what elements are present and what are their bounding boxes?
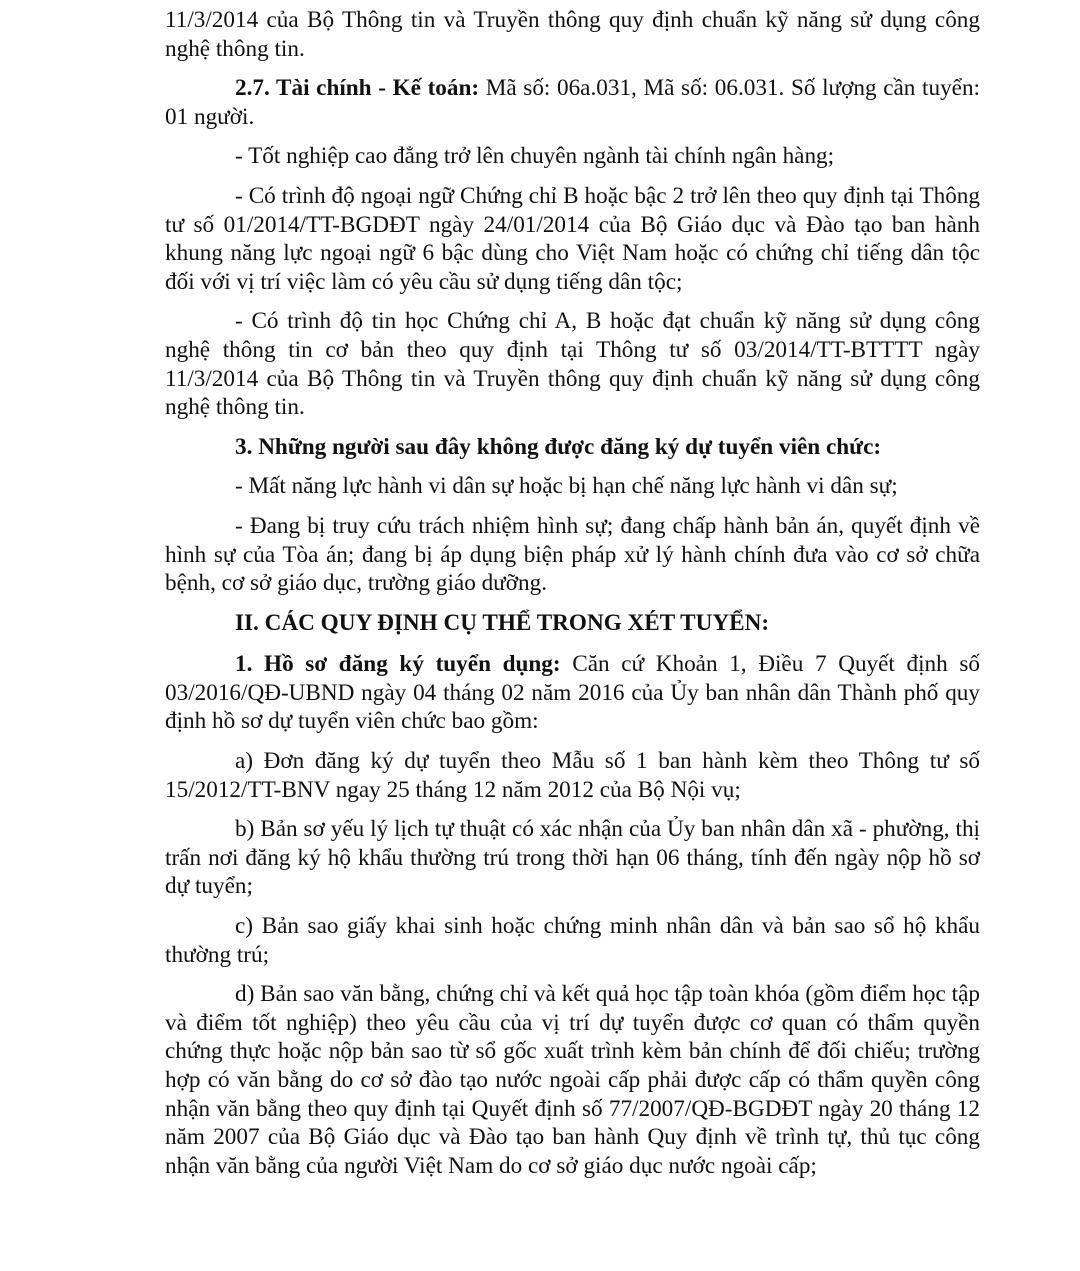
document-page (165, 6, 980, 1191)
section-1-text: Căn cứ Khoản 1, Điều 7 Quyết định số 03/2016/QĐ-UBND ngày 04 tháng 02 năm 2016 của Ủy ban nhân dân Thành phố quy định hồ sơ dự tuyển viên chức bao gồm: (165, 651, 980, 735)
requirement-foreign-language: - Có trình độ ngoại ngữ Chứng chỉ B hoặc bậc 2 trở lên theo quy định tại Thông tư số 01/2014/TT-BGDĐT ngày 24/01/2014 của Bộ Giáo dục và Đào tạo ban hành khung năng lực ngoại ngữ 6 bậc dùng cho Việt Nam hoặc có chứng chỉ tiếng dân tộc đối với vị trí việc làm có yêu cầu sử dụng tiếng dân tộc; (165, 182, 980, 295)
section-2-7-text: Mã số: 06a.031, Mã số: 06.031. Số lượng cần tuyển: 01 người. (165, 75, 980, 130)
item-c: c) Bản sao giấy khai sinh hoặc chứng minh nhân dân và bản sao sổ hộ khẩu thường trú; (165, 913, 980, 968)
item-b: b) Bản sơ yếu lý lịch tự thuật có xác nhận của Ủy ban nhân dân xã - phường, thị trấn nơi đăng ký hộ khẩu thường trú trong thời hạn 06 tháng, tính đến ngày nộp hồ sơ dự tuyển; (165, 816, 980, 900)
section-1-application (165, 650, 980, 736)
requirement-education: - Tốt nghiệp cao đẳng trở lên chuyên ngành tài chính ngân hàng; (235, 143, 835, 170)
section-2-7 (165, 74, 980, 131)
item-d: d) Bản sao văn bằng, chứng chỉ và kết quả học tập toàn khóa (gồm điểm học tập và điểm tốt nghiệp) theo yêu cầu của vị trí dự tuyển được cơ quan có thẩm quyền chứng thực hoặc nộp bản sao từ sổ gốc xuất trình kèm bản chính để đối chiếu; trường hợp có văn bằng do cơ sở đào tạo nước ngoài cấp phải được cấp có thẩm quyền công nhận văn bằng theo quy định tại Quyết định số 77/2007/QĐ-BGDĐT ngày 20 tháng 12 năm 2007 của Bộ Giáo dục và Đào tạo ban hành Quy định về trình tự, thủ tục công nhận văn bằng của người Việt Nam do cơ sở giáo dục nước ngoài cấp; (165, 981, 980, 1179)
paragraph-continuation: 11/3/2014 của Bộ Thông tin và Truyền thông quy định chuẩn kỹ năng sử dụng công nghệ thông tin. (165, 7, 980, 62)
item-a: a) Đơn đăng ký dự tuyển theo Mẫu số 1 ban hành kèm theo Thông tư số 15/2012/TT-BNV ngay 25 tháng 12 năm 2012 của Bộ Nội vụ; (165, 748, 980, 803)
exclusion-criminal: - Đang bị truy cứu trách nhiệm hình sự; đang chấp hành bản án, quyết định về hình sự của Tòa án; đang bị áp dụng biện pháp xử lý hành chính đưa vào cơ sở chữa bệnh, cơ sở giáo dục, trường giáo dưỡng. (165, 512, 980, 597)
section-1-title: 1. Hồ sơ đăng ký tuyển dụng: (235, 651, 561, 678)
section-3-heading: 3. Những người sau đây không được đăng ký dự tuyển viên chức: (235, 433, 882, 460)
section-ii-heading: II. CÁC QUY ĐỊNH CỤ THỂ TRONG XÉT TUYỂN: (235, 609, 770, 636)
exclusion-civil-capacity: - Mất năng lực hành vi dân sự hoặc bị hạn chế năng lực hành vi dân sự; (235, 473, 898, 500)
requirement-it-skills: - Có trình độ tin học Chứng chỉ A, B hoặc đạt chuẩn kỹ năng sử dụng công nghệ thông tin cơ bản theo quy định tại Thông tư số 03/2014/TT-BTTTT ngày 11/3/2014 của Bộ Thông tin và Truyền thông quy định chuẩn kỹ năng sử dụng công nghệ thông tin. (165, 308, 980, 421)
section-2-7-title: 2.7. Tài chính - Kế toán: (235, 75, 480, 102)
